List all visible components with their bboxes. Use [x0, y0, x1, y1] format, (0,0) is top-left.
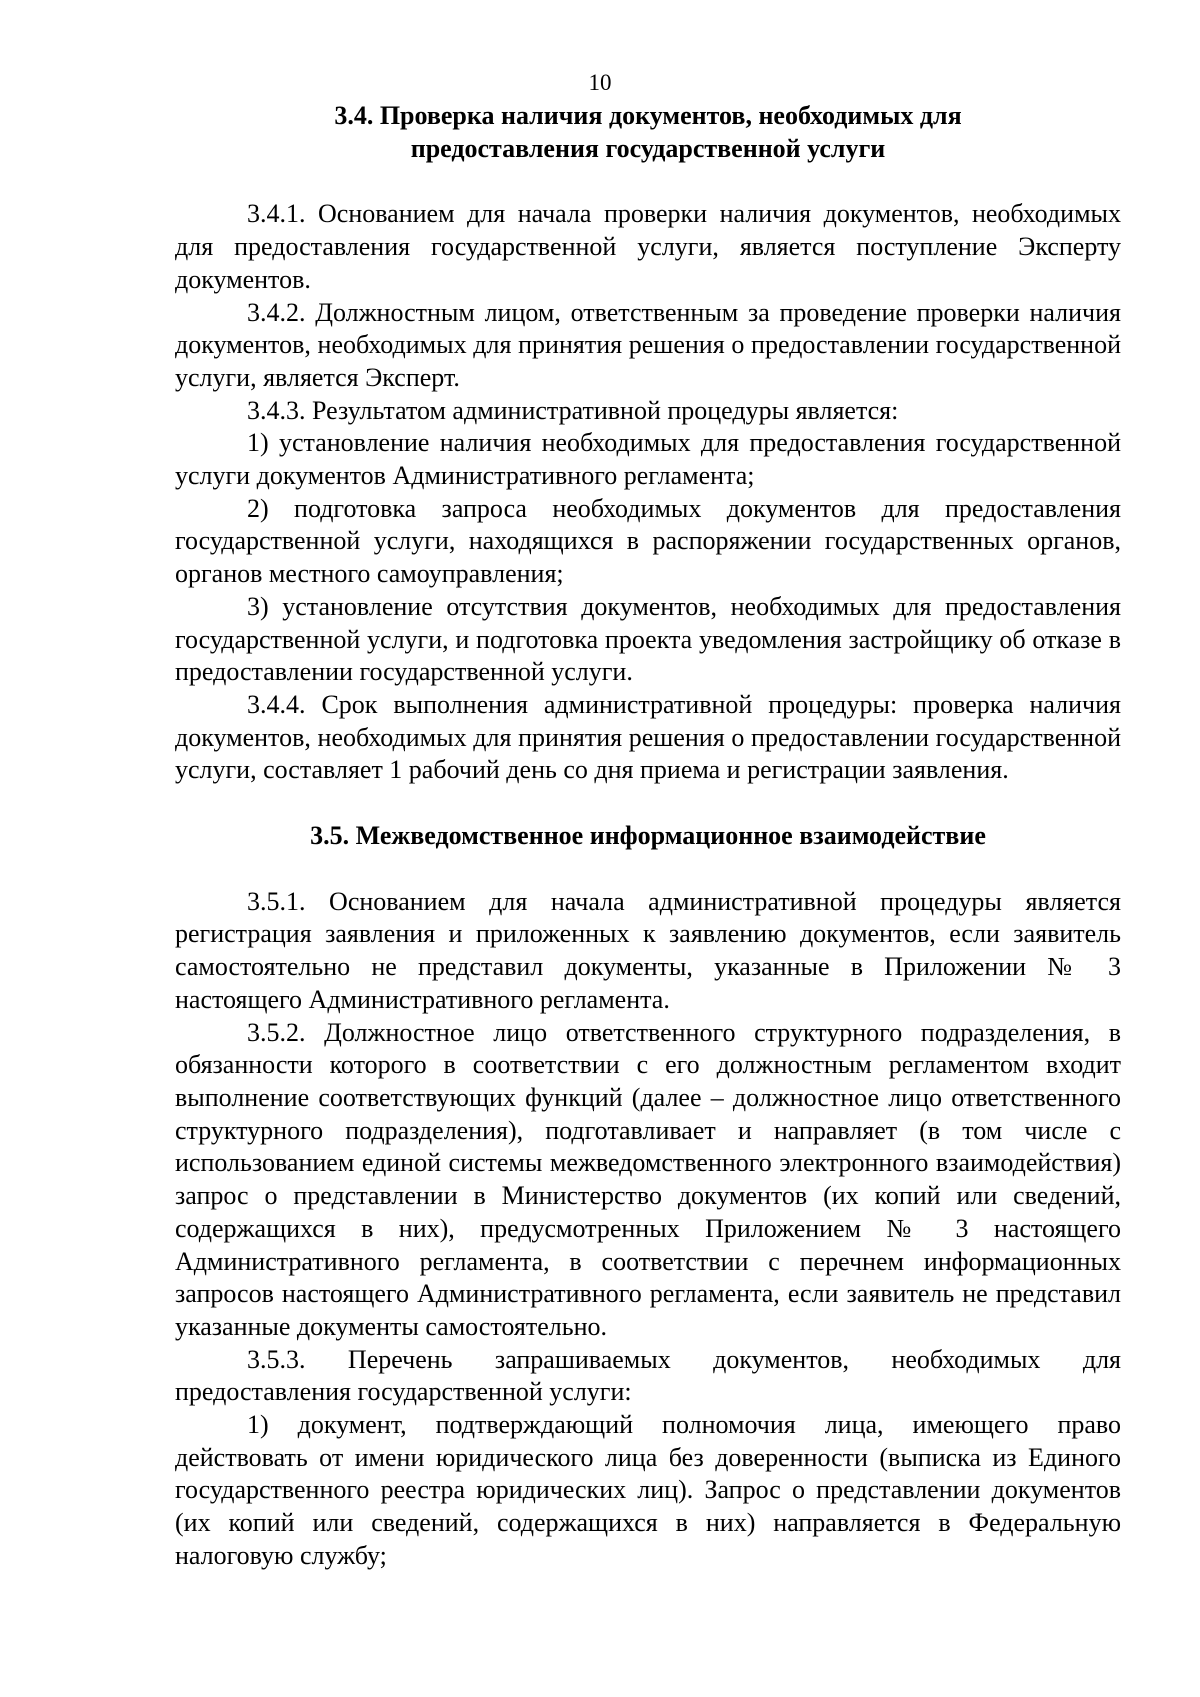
- section-heading-3-4: [175, 100, 1121, 165]
- paragraph-3-5-3: 3.5.3. Перечень запрашиваемых документов, необходимых для предоставления государственной услуги:: [175, 1344, 1121, 1407]
- list-item-3-5-3-1: 1) документ, подтверждающий полномочия лица, имеющего право действовать от имени юридического лица без доверенности (выписка из Единого государственного реестра юридических лиц). Запрос о представлении документов (их копий или сведений, содержащихся в них) направляется в Федеральную налоговую службу;: [175, 1410, 1121, 1570]
- paragraph-3-5-1: 3.5.1. Основанием для начала административной процедуры является регистрация заявления и приложенных к заявлению документов, если заявитель самостоятельно не представил документы, указанные в Приложении № 3 настоящего Административного регламента.: [175, 886, 1121, 1014]
- section-heading-3-4-line1: 3.4. Проверка наличия документов, необходимых для: [334, 101, 962, 130]
- section-heading-3-5: 3.5. Межведомственное информационное взаимодействие: [310, 821, 986, 851]
- spacer: [175, 853, 1121, 886]
- spacer: [175, 165, 1121, 198]
- list-item-3-4-3-3: 3) установление отсутствия документов, необходимых для предоставления государственной услуги, и подготовка проекта уведомления застройщику об отказе в предоставлении государственной услуги.: [175, 591, 1121, 687]
- paragraph-3-5-2: 3.5.2. Должностное лицо ответственного структурного подразделения, в обязанности которого в соответствии с его должностным регламентом входит выполнение соответствующих функций (далее – должностное лицо ответственного структурного подразделения), подготавливает и направляет (в том числе с использованием единой системы межведомственного электронного взаимодействия) запрос о представлении в Министерство документов (их копий или сведений, содержащихся в них), предусмотренных Приложением № 3 настоящего Административного регламента, в соответствии с перечнем информационных запросов настоящего Административного регламента, если заявитель не представил указанные документы самостоятельно.: [175, 1017, 1121, 1341]
- paragraph-3-4-3: 3.4.3. Результатом административной процедуры является:: [247, 395, 899, 425]
- list-item-3-4-3-2: 2) подготовка запроса необходимых документов для предоставления государственной услуги, находящихся в распоряжении государственных органов, органов местного самоуправления;: [175, 493, 1121, 589]
- spacer: [175, 787, 1121, 820]
- document-body: [175, 100, 1121, 1573]
- list-item-3-4-3-1: 1) установление наличия необходимых для предоставления государственной услуги документов Административного регламента;: [175, 428, 1121, 491]
- page-number: 10: [588, 70, 612, 95]
- section-3-5: [175, 820, 1121, 1572]
- paragraph-3-4-4: 3.4.4. Срок выполнения административной процедуры: проверка наличия документов, необходимых для принятия решения о предоставлении государственной услуги, составляет 1 рабочий день со дня приема и регистрации заявления.: [175, 689, 1121, 785]
- paragraph-3-4-2: 3.4.2. Должностным лицом, ответственным за проведение проверки наличия документов, необходимых для принятия решения о предоставлении государственной услуги, является Эксперт.: [175, 297, 1121, 392]
- section-heading-3-4-line2: предоставления государственной услуги: [410, 133, 886, 163]
- section-3-4: [175, 100, 1121, 787]
- paragraph-3-4-1: 3.4.1. Основанием для начала проверки наличия документов, необходимых для предоставления государственной услуги, является поступление Эксперту документов.: [175, 199, 1121, 294]
